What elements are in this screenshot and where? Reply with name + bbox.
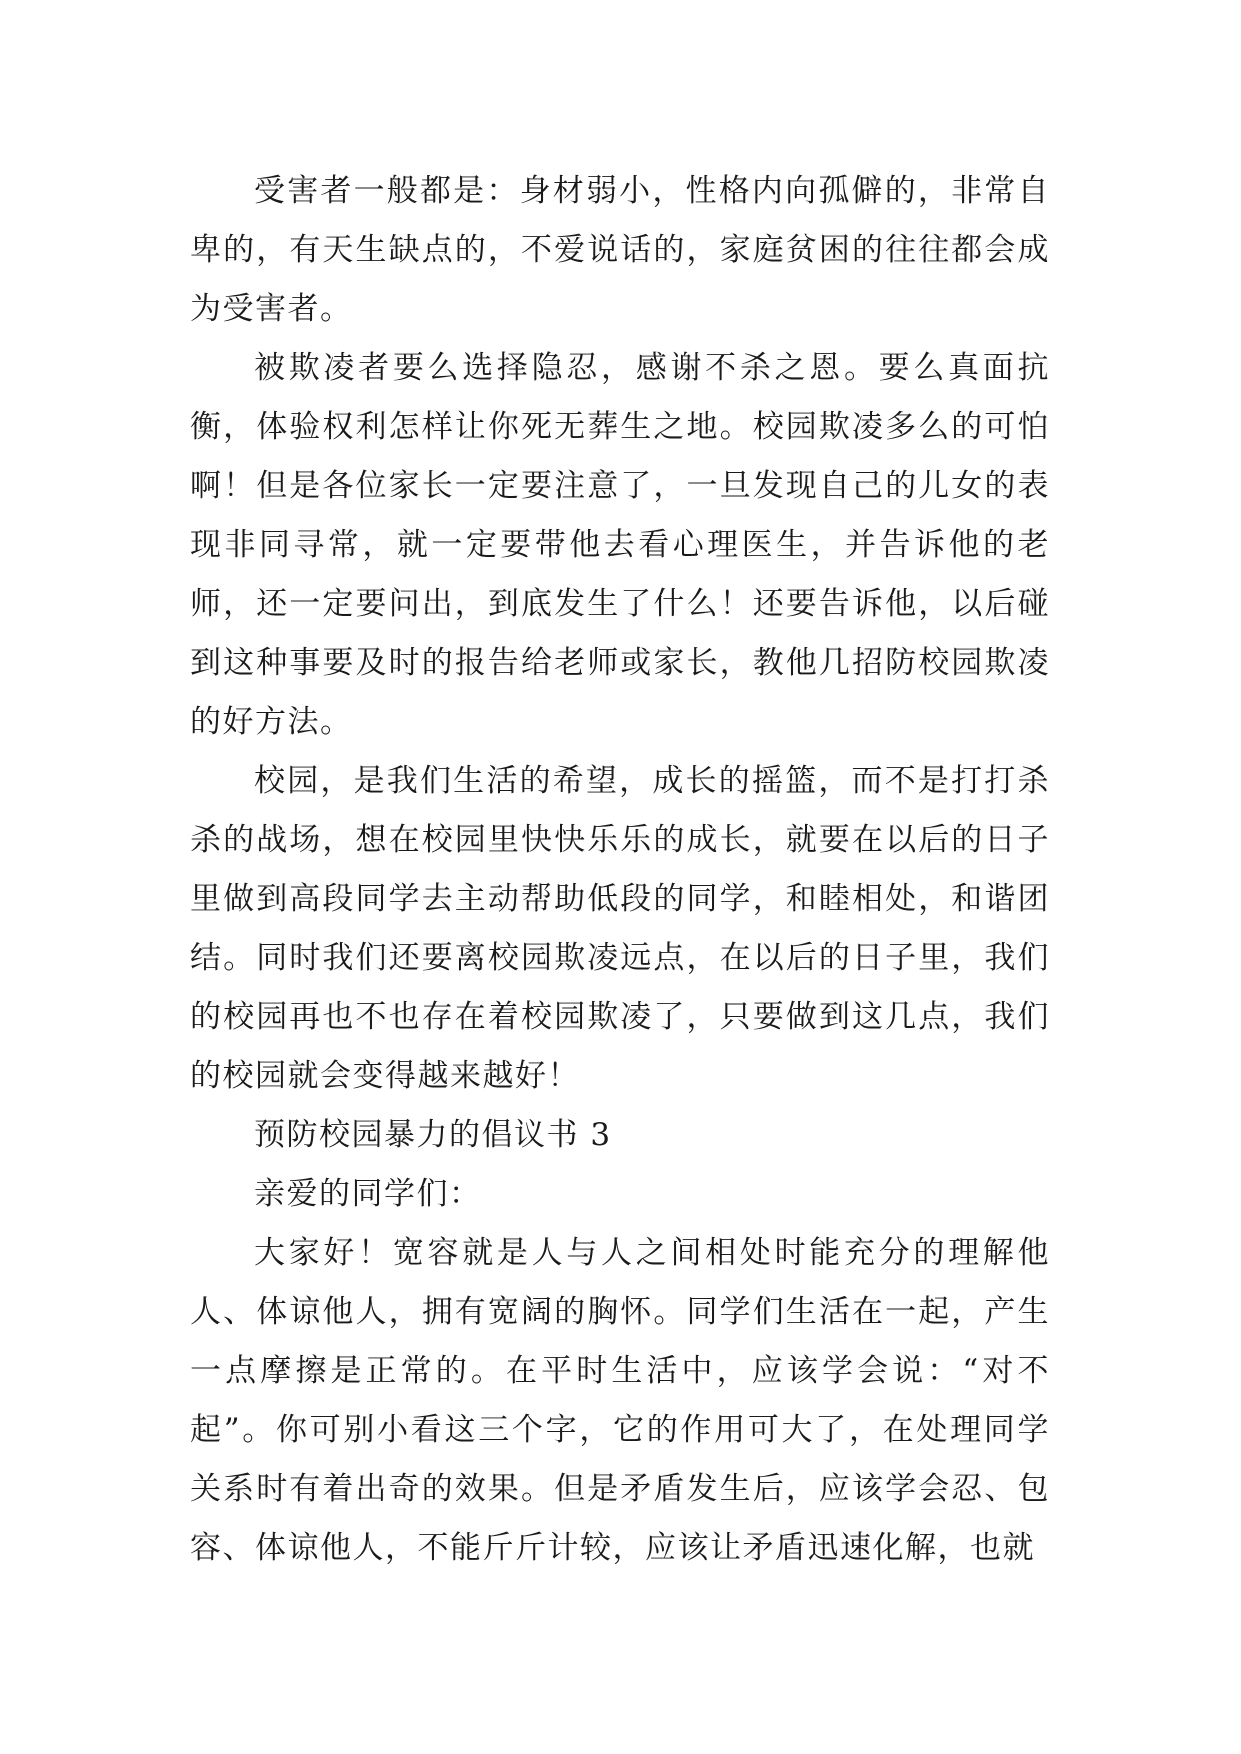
document-body: [190, 162, 1050, 1578]
paragraph-tolerance: 大家好！宽容就是人与人之间相处时能充分的理解他人、体谅他人，拥有宽阔的胸怀。同学们生活在一起，产生一点摩擦是正常的。在平时生活中，应该学会说：“对不起”。你可别小看这三个字，它的作用可大了，在处理同学关系时有着出奇的效果。但是矛盾发生后，应该学会忍、包容、体谅他人，不能斤斤计较，应该让矛盾迅速化解，也就: [190, 1235, 1050, 1566]
paragraph-campus-hope: 校园，是我们生活的希望，成长的摇篮，而不是打打杀杀的战场，想在校园里快快乐乐的成长，就要在以后的日子里做到高段同学去主动帮助低段的同学，和睦相处，和谐团结。同时我们还要离校园欺凌远点，在以后的日子里，我们的校园再也不也存在着校园欺凌了，只要做到这几点，我们的校园就会变得越来越好！: [190, 763, 1050, 1094]
salutation: 亲爱的同学们：: [254, 1176, 482, 1212]
paragraph-victims: 受害者一般都是：身材弱小，性格内向孤僻的，非常自卑的，有天生缺点的，不爱说话的，家庭贫困的往往都会成为受害者。: [190, 173, 1050, 327]
section-heading: 预防校园暴力的倡议书 3: [254, 1117, 612, 1153]
paragraph-bullied-choices: 被欺凌者要么选择隐忍，感谢不杀之恩。要么真面抗衡，体验权利怎样让你死无葬生之地。校园欺凌多么的可怕啊！但是各位家长一定要注意了，一旦发现自己的儿女的表现非同寻常，就一定要带他去看心理医生，并告诉他的老师，还一定要问出，到底发生了什么！还要告诉他，以后碰到这种事要及时的报告给老师或家长，教他几招防校园欺凌的好方法。: [190, 350, 1050, 740]
